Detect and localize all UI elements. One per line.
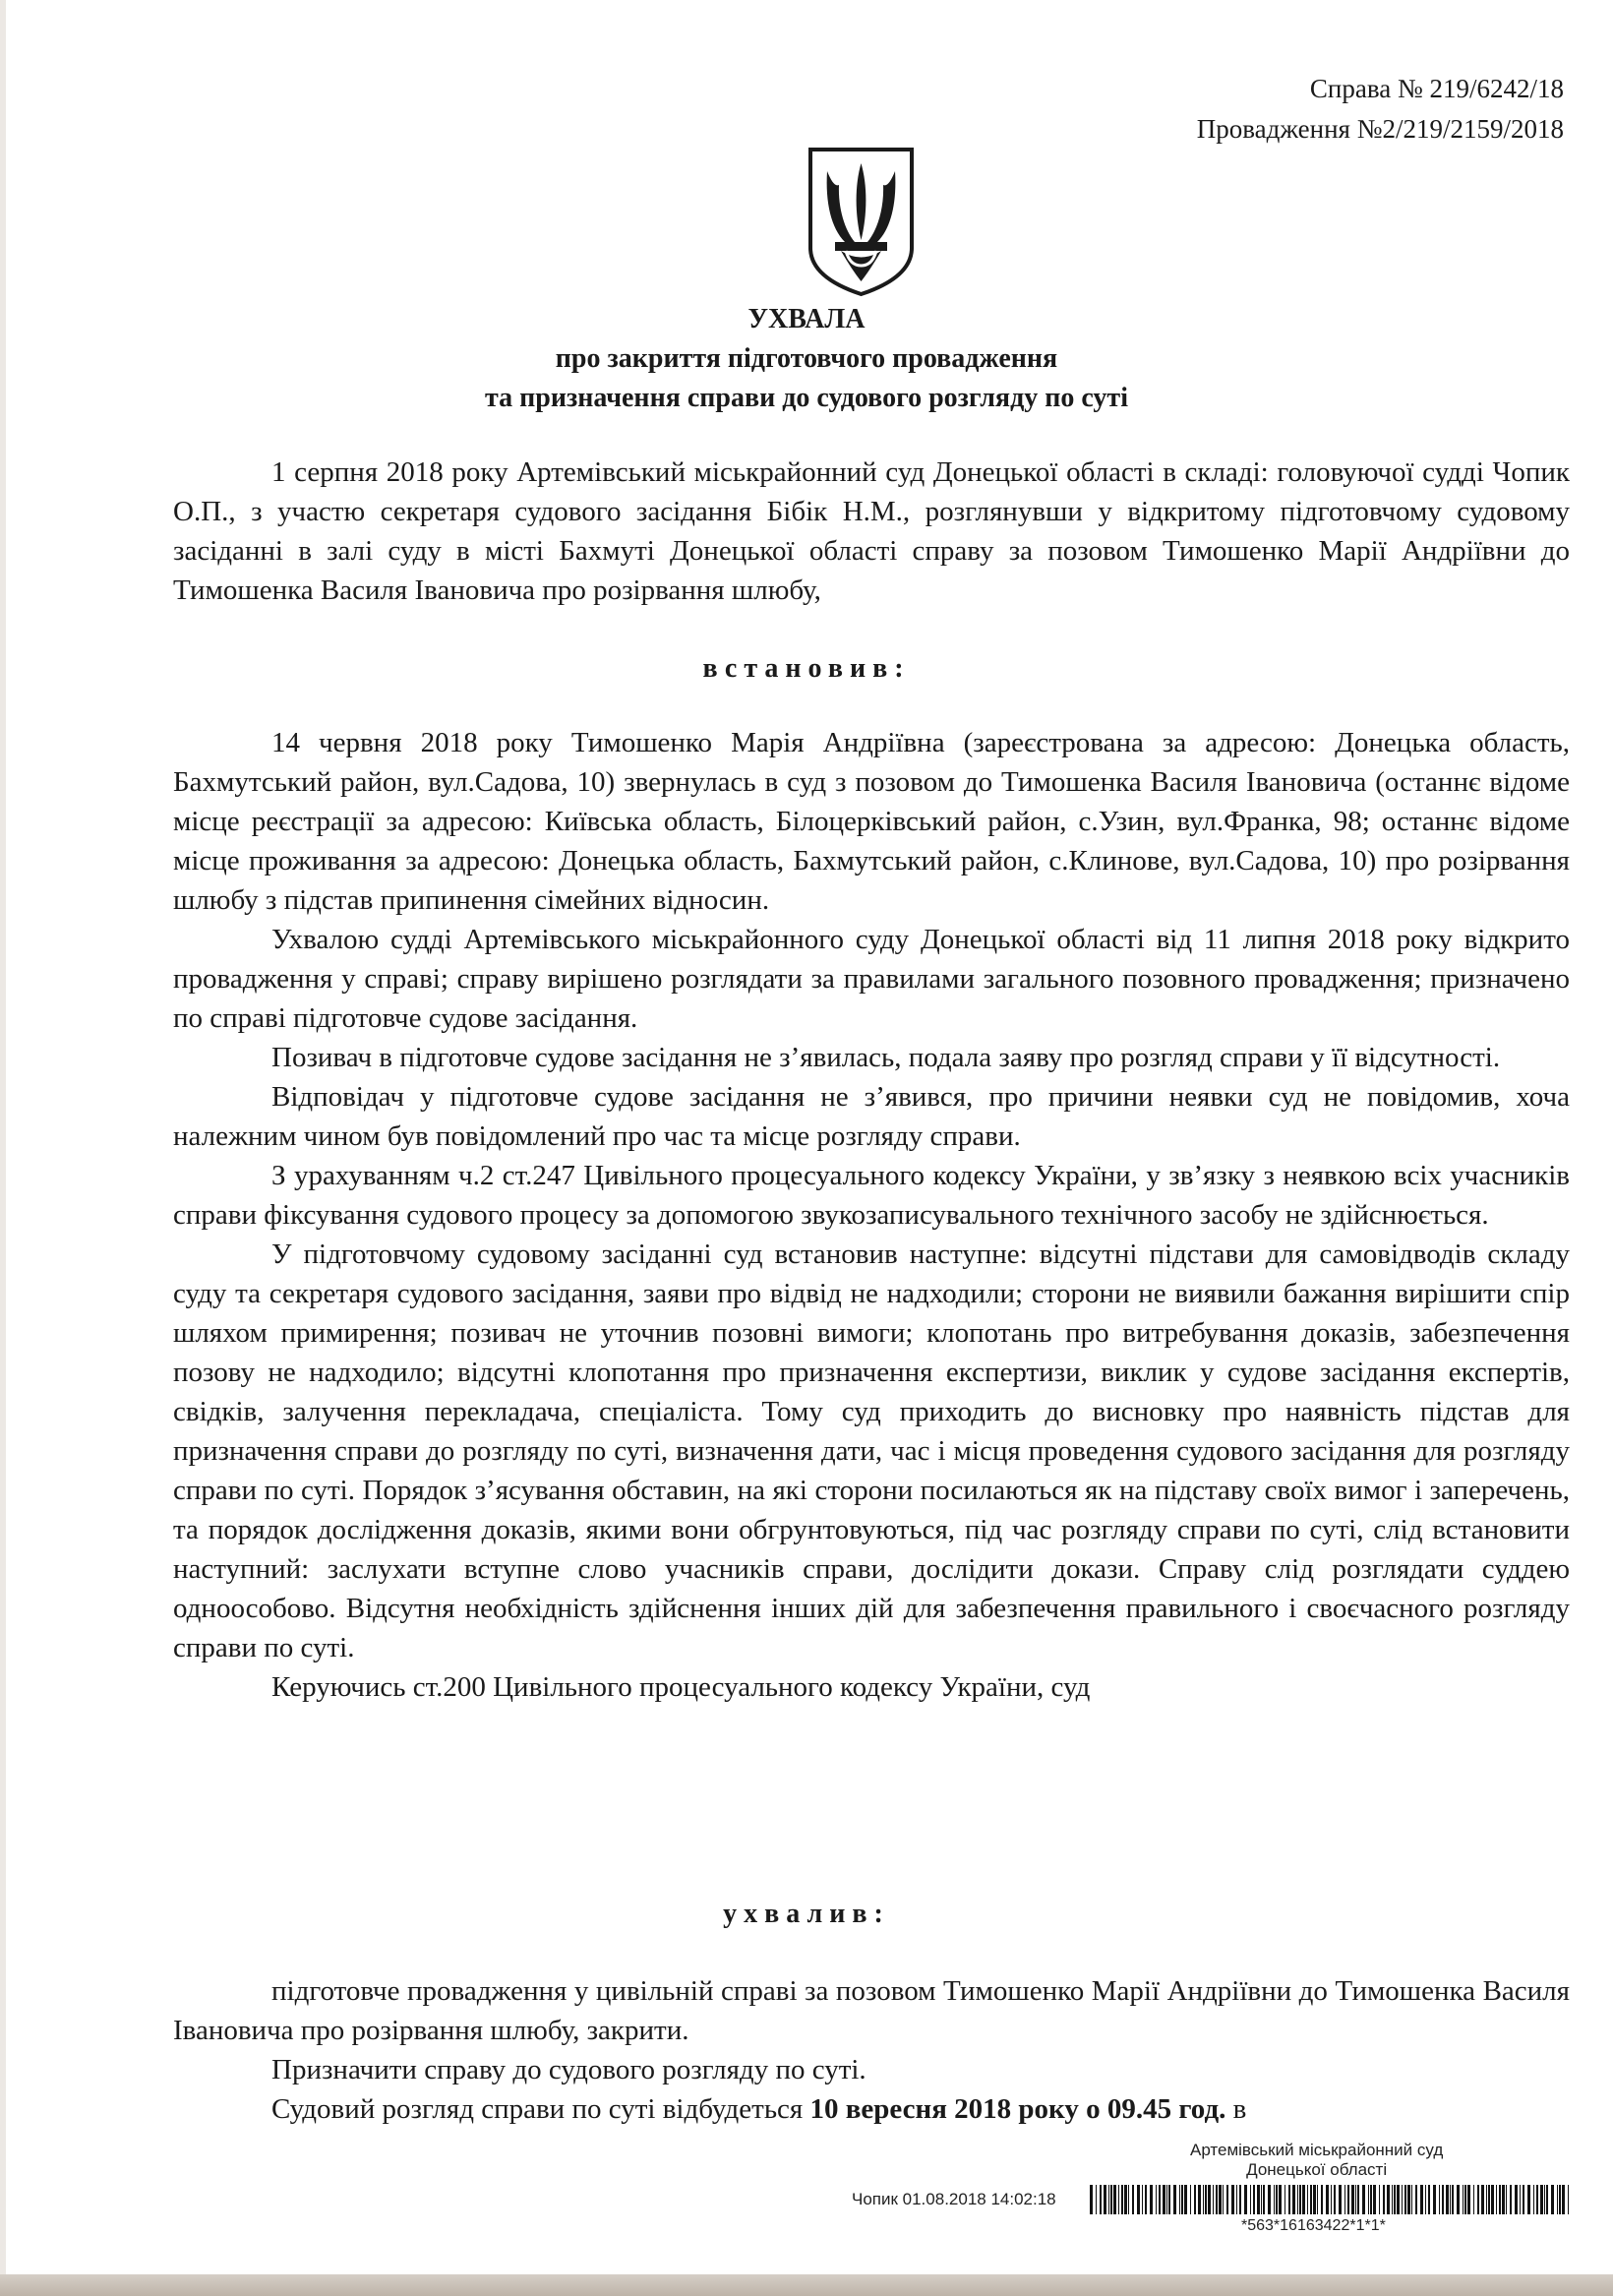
scan-bottom-edge [0,2274,1613,2296]
court-stamp-line-1: Артемівський міськрайонний суд [1190,2141,1444,2159]
established-paragraph-3: Позивач в підготовче судове засідання не з’явилась, подала заяву про розгляд справи у її відсутності. [271,1042,1501,1073]
case-info [1197,69,1564,150]
established-paragraph-5: З урахуванням ч.2 ст.247 Цивільного процесуального кодексу України, у зв’язку з неявкою всіх учасників справи фіксування судового процесу за допомогою звукозаписувального технічного засобу не здійснюється. [173,1160,1570,1231]
established-block [173,723,1570,1707]
decided-block [173,1971,1570,2129]
document-title [0,300,1613,418]
court-stamp-line-2: Донецької області [1246,2160,1388,2179]
established-paragraph-4: Відповідач у підготовче судове засідання не з’явився, про причини неявки суд не повідомив, хоча належним чином був повідомлений про час та місце розгляду справи. [173,1081,1570,1152]
court-stamp [1190,2141,1443,2180]
stamp-meta: Чопик 01.08.2018 14:02:18 [852,2190,1056,2208]
established-paragraph-2: Ухвалою судді Артемівського міськрайонного суду Донецької області від 11 липня 2018 року відкрито провадження у справі; справу вирішено розглядати за правилами загального позовного провадження; призначено по справі підготовче судове засідання. [173,924,1570,1034]
case-number: Справа № 219/6242/18 [1309,74,1564,103]
hearing-date: 10 вересня 2018 року о 09.45 год. [809,2093,1226,2125]
established-heading: встановив: [702,653,911,684]
decided-paragraph-2: Призначити справу до судового розгляду по суті. [271,2054,866,2085]
title-line-2: про закриття підготовчого провадження [555,343,1058,374]
title-line-1: УХВАЛА [747,304,866,334]
established-paragraph-1: 14 червня 2018 року Тимошенко Марія Андріївна (зареєстрована за адресою: Донецька область, Бахмутський район, вул.Садова, 10) звернулась в суд з позовом до Тимошенка Василя Івановича (останнє відоме місце реєстрації за адресою: Київська область, Білоцерківський район, с.Узин, вул.Франка, 98; останнє відоме місце проживання за адресою: Донецька область, Бахмутський район, с.Клинове, вул.Садова, 10) про розірвання шлюбу з підстав припинення сімейних відносин. [173,727,1570,916]
intro-paragraph: 1 серпня 2018 року Артемівський міськрайонний суд Донецької області в складі: головуючої судді Чопик О.П., з участю секретаря судового засідання Бібік Н.М., розглянувши у відкритому підготовчому судовому засіданні в залі суду в місті Бахмуті Донецької області справу за позовом Тимошенко Марії Андріївни до Тимошенка Василя Івановича про розірвання шлюбу, [173,456,1570,606]
barcode-icon [1090,2185,1574,2214]
established-paragraph-6: У підготовчому судовому засіданні суд встановив наступне: відсутні підстави для самовідводів складу суду та секретаря судового засідання, заяви про відвід не надходили; сторони не виявили бажання вирішити спір шляхом примирення; позивач не уточнив позовні вимоги; клопотань про витребування доказів, забезпечення позову не надходило; відсутні клопотання про призначення експертизи, виклик у судове засідання експертів, свідків, залучення перекладача, спеціаліста. Тому суд приходить до висновку про наявність підстав для призначення справи до розгляду по суті, визначення дати, час і місця проведення судового засідання для розгляду справи по суті. Порядок з’ясування обставин, на які сторони посилаються як на підставу своїх вимог і заперечень, та порядок дослідження доказів, якими вони обгрунтовуються, під час розгляду справи по суті, слід встановити наступний: заслухати вступне слово учасників справи, дослідити докази. Справу слід розглядати суддею одноособово. Відсутня необхідність здійснення інших дій для забезпечення правильного і своєчасного розгляду справи по суті. [173,1239,1570,1663]
barcode-number: *563*16163422*1*1* [1241,2217,1386,2234]
hearing-text-end: в [1232,2093,1247,2125]
intro-block [173,453,1570,610]
established-paragraph-7: Керуючись ст.200 Цивільного процесуального кодексу України, суд [271,1671,1091,1703]
trident-icon [806,146,917,297]
hearing-text-start: Судовий розгляд справи по суті відбудеться [271,2093,804,2125]
decided-paragraph-1: підготовче провадження у цивільній справі за позовом Тимошенко Марії Андріївни до Тимошенка Василя Івановича про розірвання шлюбу, закрити. [173,1975,1570,2046]
decided-paragraph-3 [173,2089,1570,2129]
decided-heading: ухвалив: [723,1899,890,1929]
title-line-3: та призначення справи до судового розгляду по суті [485,383,1128,413]
proceeding-number: Провадження №2/219/2159/2018 [1196,114,1564,144]
